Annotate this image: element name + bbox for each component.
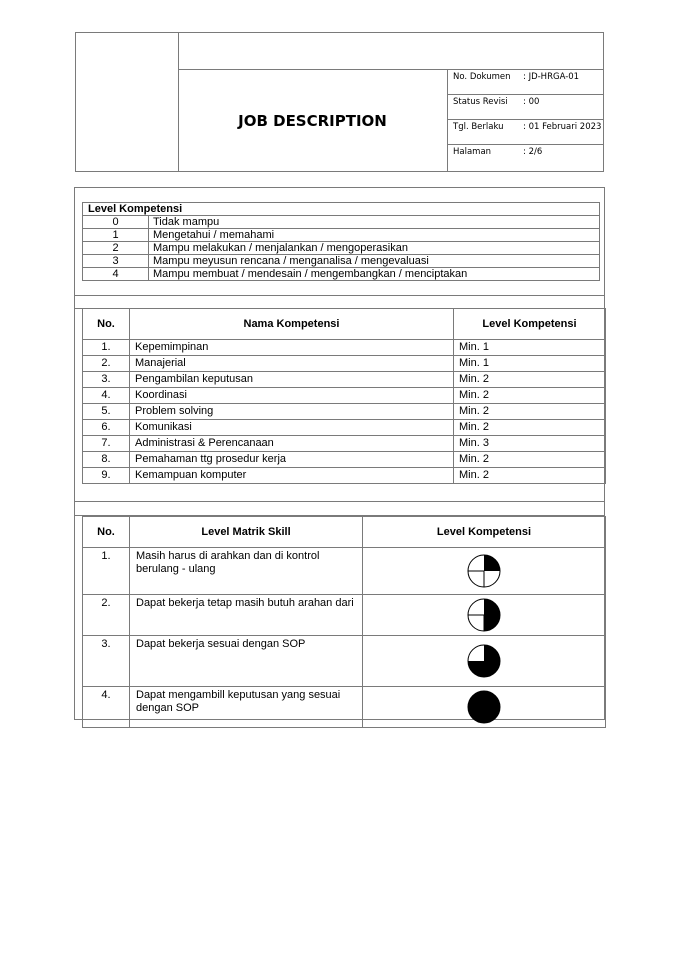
competency-level: Min. 1 <box>454 356 606 372</box>
competency-row <box>83 340 606 356</box>
competency-no: 3. <box>83 372 130 388</box>
skill-no: 1. <box>83 548 130 595</box>
skill-desc: Dapat bekerja sesuai dengan SOP <box>130 636 363 687</box>
skill-no: 2. <box>83 595 130 636</box>
competency-no: 7. <box>83 436 130 452</box>
competency-row <box>83 404 606 420</box>
competency-name: Kemampuan komputer <box>130 468 454 484</box>
col-header-skill-level: Level Matrik Skill <box>130 517 363 548</box>
competency-row <box>83 388 606 404</box>
legend-row <box>83 242 600 255</box>
competency-row <box>83 420 606 436</box>
level-legend-table <box>82 202 600 281</box>
competency-level: Min. 2 <box>454 404 606 420</box>
skill-desc: Dapat bekerja tetap masih butuh arahan dari <box>130 595 363 636</box>
skill-matrix-table <box>82 516 606 728</box>
col-header-no: No. <box>83 517 130 548</box>
filled-sector <box>484 599 500 631</box>
meta-label: Tgl. Berlaku <box>453 122 504 132</box>
skill-level-cell <box>363 687 606 728</box>
competency-row <box>83 372 606 388</box>
filled-circle <box>468 691 500 723</box>
col-header-competency-level: Level Kompetensi <box>363 517 606 548</box>
legend-desc: Mampu melakukan / menjalankan / mengoperasikan <box>149 242 600 255</box>
skill-no: 3. <box>83 636 130 687</box>
legend-desc: Tidak mampu <box>149 216 600 229</box>
competency-no: 6. <box>83 420 130 436</box>
meta-row-effective-date <box>448 120 603 145</box>
skill-row <box>83 636 606 687</box>
full-filled-circle-icon <box>466 689 502 725</box>
document-header <box>75 32 604 172</box>
half-filled-circle-icon <box>466 597 502 633</box>
competency-header-row <box>83 309 606 340</box>
meta-row-doc-number <box>448 70 603 95</box>
skill-row <box>83 548 606 595</box>
legend-level: 1 <box>83 229 149 242</box>
legend-desc: Mampu membuat / mendesain / mengembangkan / menciptakan <box>149 268 600 281</box>
competency-level: Min. 2 <box>454 452 606 468</box>
legend-row <box>83 255 600 268</box>
meta-value: : 2/6 <box>523 147 543 157</box>
content-frame <box>74 187 605 720</box>
competency-row <box>83 452 606 468</box>
company-name-cell <box>178 33 603 70</box>
competency-name: Problem solving <box>130 404 454 420</box>
legend-desc: Mengetahui / memahami <box>149 229 600 242</box>
col-header-name: Nama Kompetensi <box>130 309 454 340</box>
competency-name: Komunikasi <box>130 420 454 436</box>
competency-level: Min. 1 <box>454 340 606 356</box>
competency-name: Administrasi & Perencanaan <box>130 436 454 452</box>
competency-level: Min. 3 <box>454 436 606 452</box>
page-title: JOB DESCRIPTION <box>178 70 448 171</box>
meta-value: : 01 Februari 2023 <box>523 122 602 132</box>
legend-level: 4 <box>83 268 149 281</box>
competency-no: 1. <box>83 340 130 356</box>
competency-name: Manajerial <box>130 356 454 372</box>
three-quarter-filled-circle-icon <box>466 643 502 679</box>
competency-level: Min. 2 <box>454 420 606 436</box>
meta-label: Status Revisi <box>453 97 508 107</box>
meta-row-page <box>448 145 603 170</box>
competency-row <box>83 468 606 484</box>
quarter-filled-circle-icon <box>466 553 502 589</box>
col-header-no: No. <box>83 309 130 340</box>
legend-desc: Mampu meyusun rencana / menganalisa / mengevaluasi <box>149 255 600 268</box>
skill-row <box>83 595 606 636</box>
competency-name: Pemahaman ttg prosedur kerja <box>130 452 454 468</box>
legend-level: 0 <box>83 216 149 229</box>
skill-level-cell <box>363 595 606 636</box>
meta-label: No. Dokumen <box>453 72 511 82</box>
legend-level: 3 <box>83 255 149 268</box>
skill-header-row <box>83 517 606 548</box>
competency-no: 8. <box>83 452 130 468</box>
skill-row <box>83 687 606 728</box>
skill-no: 4. <box>83 687 130 728</box>
section-divider <box>75 501 604 502</box>
competency-no: 2. <box>83 356 130 372</box>
section-divider <box>75 295 604 296</box>
competency-no: 9. <box>83 468 130 484</box>
skill-desc: Dapat mengambill keputusan yang sesuai dengan SOP <box>130 687 363 728</box>
legend-header-row <box>83 203 600 216</box>
logo-cell <box>76 33 179 171</box>
legend-row <box>83 268 600 281</box>
competency-row <box>83 436 606 452</box>
skill-desc: Masih harus di arahkan dan di kontrol berulang - ulang <box>130 548 363 595</box>
meta-value: : JD-HRGA-01 <box>523 72 580 82</box>
competency-level: Min. 2 <box>454 372 606 388</box>
competency-name: Kepemimpinan <box>130 340 454 356</box>
document-meta <box>448 70 603 171</box>
competency-name: Pengambilan keputusan <box>130 372 454 388</box>
legend-level: 2 <box>83 242 149 255</box>
skill-level-cell <box>363 636 606 687</box>
meta-row-revision <box>448 95 603 120</box>
competency-table <box>82 308 606 484</box>
competency-no: 5. <box>83 404 130 420</box>
competency-level: Min. 2 <box>454 388 606 404</box>
col-header-level: Level Kompetensi <box>454 309 606 340</box>
meta-value: : 00 <box>523 97 540 107</box>
competency-no: 4. <box>83 388 130 404</box>
skill-level-cell <box>363 548 606 595</box>
legend-row <box>83 229 600 242</box>
meta-label: Halaman <box>453 147 492 157</box>
legend-heading: Level Kompetensi <box>83 203 600 216</box>
filled-sector <box>484 555 500 571</box>
competency-row <box>83 356 606 372</box>
competency-level: Min. 2 <box>454 468 606 484</box>
competency-name: Koordinasi <box>130 388 454 404</box>
legend-row <box>83 216 600 229</box>
